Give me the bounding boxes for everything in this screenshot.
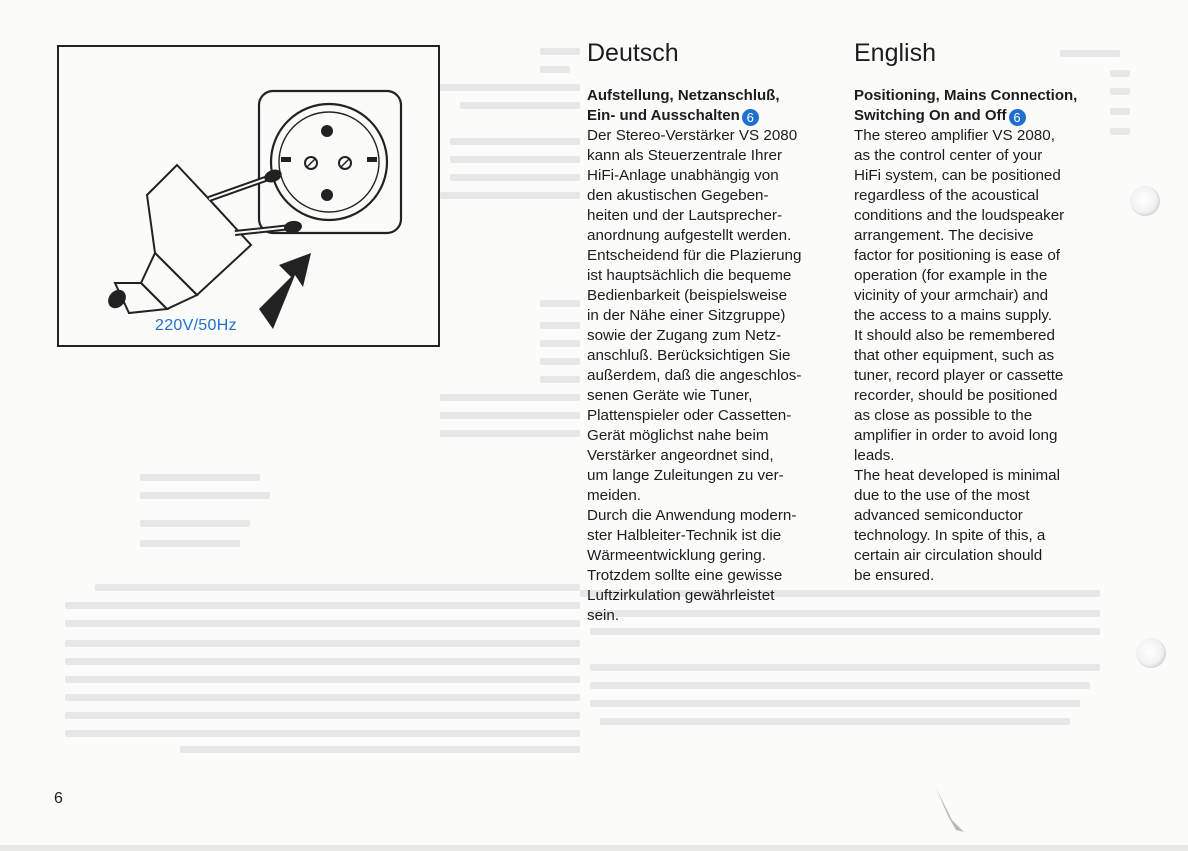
figure-number-badge: 6	[1009, 109, 1026, 126]
page-bottom-edge	[0, 845, 1188, 851]
english-text-line: arrangement. The decisive	[854, 227, 1034, 244]
english-text-line: factor for positioning is ease of	[854, 247, 1060, 264]
insert-arrow-icon	[259, 253, 311, 329]
english-text-line: operation (for example in the	[854, 267, 1048, 284]
english-text-line: tuner, record player or cassette	[854, 367, 1064, 384]
english-text-line: vicinity of your armchair) and	[854, 287, 1049, 304]
plug-socket-illustration	[57, 45, 440, 347]
english-body-text	[854, 126, 1104, 586]
german-text-line: in der Nähe einer Sitzgruppe)	[587, 307, 786, 324]
english-heading-text: Switching On and Off	[854, 107, 1007, 124]
english-text-line: that other equipment, such as	[854, 347, 1055, 364]
german-body-text	[587, 126, 847, 626]
voltage-label: 220V/50Hz	[155, 317, 237, 334]
english-section-heading	[854, 86, 1104, 126]
german-text-line: Luftzirkulation gewährleistet	[587, 587, 775, 604]
english-text-line: conditions and the loudspeaker	[854, 207, 1065, 224]
english-text-line: due to the use of the most	[854, 487, 1030, 504]
german-text-line: sowie der Zugang zum Netz-	[587, 327, 782, 344]
german-column	[587, 36, 847, 626]
german-text-line: senen Geräte wie Tuner,	[587, 387, 753, 404]
english-heading-line-1: Positioning, Mains Connection,	[854, 87, 1078, 104]
german-text-line: Plattenspieler oder Cassetten-	[587, 407, 792, 424]
english-text-line: amplifier in order to avoid long	[854, 427, 1058, 444]
german-text-line: anordnung aufgestellt werden.	[587, 227, 792, 244]
page-number: 6	[54, 790, 63, 807]
german-text-line: den akustischen Gegeben-	[587, 187, 769, 204]
german-text-line: Gerät möglichst nahe beim	[587, 427, 769, 444]
german-text-line: heiten und der Lautsprecher-	[587, 207, 783, 224]
english-text-line: advanced semiconductor	[854, 507, 1023, 524]
english-text-line: The stereo amplifier VS 2080,	[854, 127, 1055, 144]
german-text-line: Verstärker angeordnet sind,	[587, 447, 774, 464]
english-text-line: leads.	[854, 447, 895, 464]
german-text-line: Wärmeentwicklung gering.	[587, 547, 766, 564]
german-section-heading	[587, 86, 847, 126]
german-text-line: Bedienbarkeit (beispielsweise	[587, 287, 788, 304]
german-text-line: HiFi-Anlage unabhängig von	[587, 167, 779, 184]
plug-and-socket-drawing	[59, 47, 442, 349]
english-text-line: be ensured.	[854, 567, 935, 584]
german-text-line: außerdem, daß die angeschlos-	[587, 367, 802, 384]
english-text-line: technology. In spite of this, a	[854, 527, 1046, 544]
english-text-line: HiFi system, can be positioned	[854, 167, 1061, 184]
german-text-line: ster Halbleiter-Technik ist die	[587, 527, 782, 544]
german-language-heading: Deutsch	[587, 39, 679, 67]
english-text-line: as the control center of your	[854, 147, 1043, 164]
english-text-line: It should also be remembered	[854, 327, 1055, 344]
german-text-line: kann als Steuerzentrale Ihrer	[587, 147, 783, 164]
paper-mark-icon	[930, 786, 970, 836]
german-text-line: sein.	[587, 607, 620, 624]
english-text-line: recorder, should be positioned	[854, 387, 1058, 404]
english-heading-line-2	[854, 106, 1104, 126]
english-text-line: certain air circulation should	[854, 547, 1043, 564]
english-text-line: regardless of the acoustical	[854, 187, 1039, 204]
german-text-line: Durch die Anwendung modern-	[587, 507, 797, 524]
german-text-line: Der Stereo-Verstärker VS 2080	[587, 127, 798, 144]
german-heading-line-2	[587, 106, 847, 126]
german-text-line: Entscheidend für die Plazierung	[587, 247, 802, 264]
punch-hole-icon	[1136, 638, 1166, 668]
english-text-line: The heat developed is minimal	[854, 467, 1060, 484]
german-text-line: um lange Zuleitungen zu ver-	[587, 467, 784, 484]
german-heading-text: Ein- und Ausschalten	[587, 107, 740, 124]
figure-number-badge: 6	[742, 109, 759, 126]
german-text-line: ist hauptsächlich die bequeme	[587, 267, 792, 284]
english-column	[854, 36, 1104, 586]
english-text-line: the access to a mains supply.	[854, 307, 1053, 324]
german-text-line: meiden.	[587, 487, 642, 504]
english-text-line: as close as possible to the	[854, 407, 1033, 424]
german-heading-line-1: Aufstellung, Netzanschluß,	[587, 87, 780, 104]
english-language-heading: English	[854, 39, 936, 67]
punch-hole-icon	[1130, 186, 1160, 216]
german-text-line: Trotzdem sollte eine gewisse	[587, 567, 783, 584]
german-text-line: anschluß. Berücksichtigen Sie	[587, 347, 791, 364]
